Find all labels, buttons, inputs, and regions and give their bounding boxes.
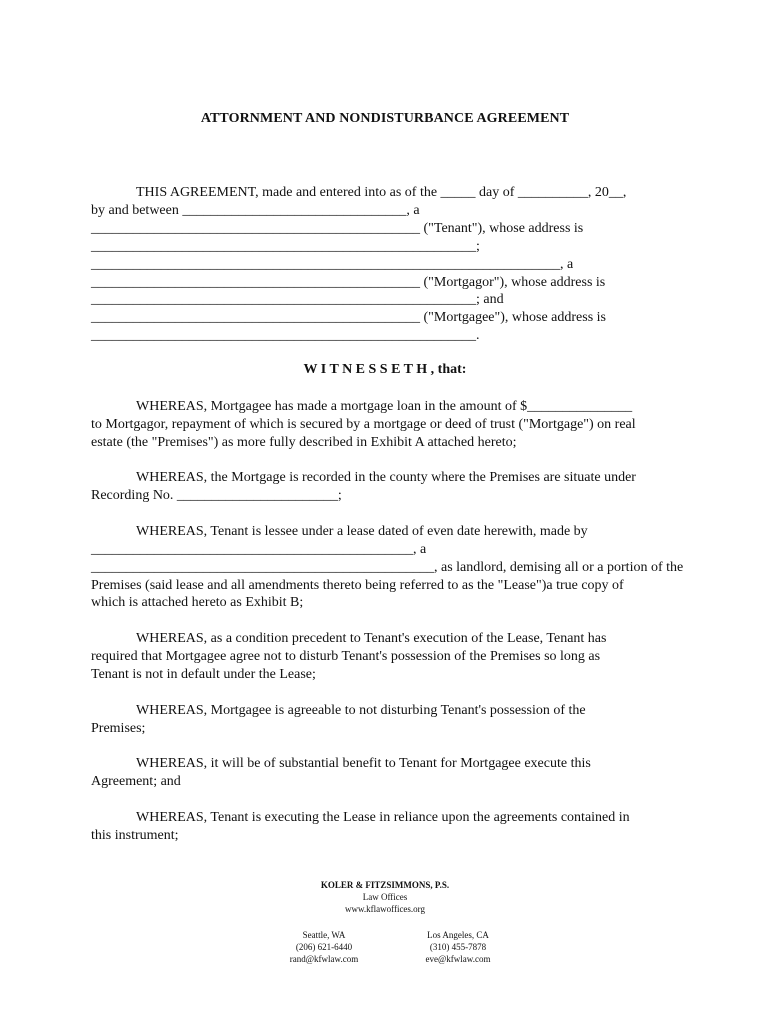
office-email: rand@kfwlaw.com (289, 954, 359, 964)
document-line: WHEREAS, as a condition precedent to Tenant's execution of the Lease, Tenant has (136, 631, 607, 646)
office-los-angeles (398, 929, 518, 965)
document-line: _______________________________________________________. (91, 328, 480, 343)
document-line: Agreement; and (91, 774, 181, 789)
document-line: Premises; (91, 721, 146, 736)
office-phone: (310) 455-7878 (429, 942, 487, 952)
document-title: ATTORNMENT AND NONDISTURBANCE AGREEMENT (200, 111, 570, 126)
document-line: WHEREAS, Tenant is lessee under a lease dated of even date herewith, made by (136, 524, 588, 539)
document-line: WHEREAS, Mortgagee has made a mortgage loan in the amount of $_______________ (136, 399, 633, 414)
office-email: eve@kfwlaw.com (425, 954, 491, 964)
document-line: _________________________________________________, as landlord, demising all or a portion of the (91, 560, 684, 575)
witnesseth-heading: W I T N E S S E T H , that: (303, 362, 467, 377)
office-city: Seattle, WA (302, 930, 346, 940)
document-line: _______________________________________________________; (91, 239, 480, 254)
document-line: WHEREAS, the Mortgage is recorded in the county where the Premises are situate under (136, 470, 636, 485)
document-line: which is attached hereto as Exhibit B; (91, 595, 304, 610)
office-phone: (206) 621-6440 (295, 942, 353, 952)
footer-subtitle: Law Offices (362, 892, 408, 902)
document-line: estate (the "Premises") as more fully described in Exhibit A attached hereto; (91, 435, 517, 450)
office-seattle (264, 929, 384, 965)
document-line: ______________________________________________, a (91, 542, 427, 557)
document-line: THIS AGREEMENT, made and entered into as of the _____ day of __________, 20__, (136, 185, 627, 200)
document-line: Tenant is not in default under the Lease; (91, 667, 316, 682)
document-line: by and between ________________________________, a (91, 203, 420, 218)
document-line: _______________________________________________ ("Mortgagor"), whose address is (91, 275, 606, 290)
document-line: Premises (said lease and all amendments thereto being referred to as the "Lease")a true copy of (91, 578, 624, 593)
document-line: WHEREAS, Mortgagee is agreeable to not disturbing Tenant's possession of the (136, 703, 586, 718)
document-line: ___________________________________________________________________, a (91, 257, 574, 272)
document-line: _______________________________________________ ("Tenant"), whose address is (91, 221, 584, 236)
document-line: _______________________________________________________; and (91, 292, 504, 307)
document-line: Recording No. _______________________; (91, 488, 342, 503)
document-line: _______________________________________________ ("Mortgagee"), whose address is (91, 310, 606, 325)
footer-website: www.kflawoffices.org (344, 904, 426, 914)
office-city: Los Angeles, CA (427, 930, 489, 940)
document-line: WHEREAS, it will be of substantial benefit to Tenant for Mortgagee execute this (136, 756, 591, 771)
document-line: to Mortgagor, repayment of which is secured by a mortgage or deed of trust ("Mortgage") on real (91, 417, 636, 432)
document-line: this instrument; (91, 828, 179, 843)
document-line: WHEREAS, Tenant is executing the Lease in reliance upon the agreements contained in (136, 810, 630, 825)
document-line: required that Mortgagee agree not to disturb Tenant's possession of the Premises so long as (91, 649, 601, 664)
footer-firm-name: KOLER & FITZSIMMONS, P.S. (320, 880, 450, 890)
